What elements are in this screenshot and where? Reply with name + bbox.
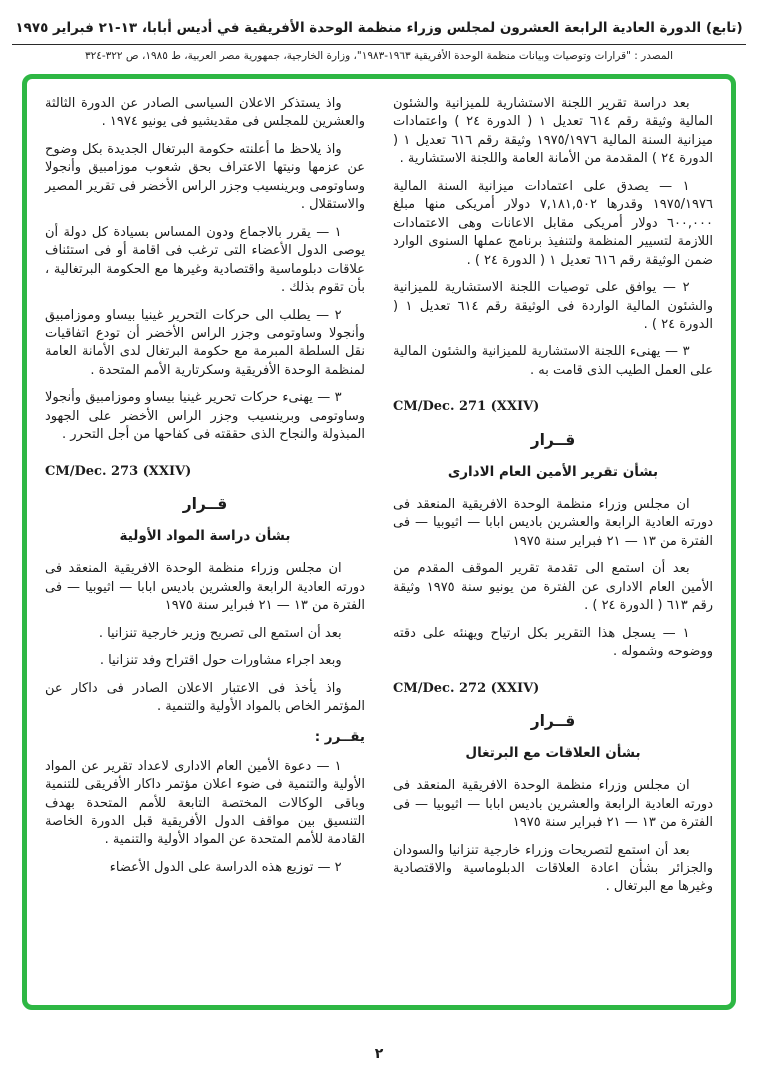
paragraph: بعد أن استمع الى تقدمة تقرير الموقف المقدم من الأمين العام الادارى عن الفترة من يونيو سنة ١٩٧٥ وثيقة رقم ٦١٣ ( الدورة ٢٤ ) . (393, 561, 714, 614)
right-column (393, 95, 713, 995)
paragraph: ٣ — يهنىء حركات تحرير غينيا بيساو وموزامبيق وأنجولا وساوتومى وبرينسيب وجزر الراس الأخضر على الجهود المبذولة والنجاح الذى حققته فى كفاحها من أجل التحرر . (45, 390, 365, 443)
document-code: CM/Dec. 272 (XXIV) (393, 680, 540, 696)
page-header (10, 12, 748, 62)
paragraph: ١ — يسجل هذا التقرير بكل ارتياح ويهنئه على دقته ووضوحه وشموله . (393, 625, 713, 660)
paragraph: ٢ — توزيع هذه الدراسة على الدول الأعضاء (109, 859, 342, 875)
decides-label: يقــرر : (314, 729, 365, 746)
paragraph: ٢ — يطلب الى حركات التحرير غينيا بيساو وموزامبيق وأنجولا وساوتومى وجزر الراس الأخضر أن تودع اتفاقيات نقل السلطة المبرمة مع حكومة البرتغال لدى الأمانة العامة لمنظمة الوحدة الأفريقية وسكرتارية الأمم المتحدة . (45, 307, 365, 378)
paragraph: بعد أن استمع الى تصريح وزير خارجية تنزانيا . (98, 625, 342, 641)
paragraph: واذ يلاحظ ما أعلنته حكومة البرتغال الجديدة بكل وضوح عن عزمها ونيتها الاعتراف بحق شعوب موزامبيق وأنجولا وساوتومى وبرينسيب وجزر الراس الأخضر فى تقرير المصير والاستقلال . (45, 141, 365, 213)
content-frame (22, 74, 736, 1010)
paragraph: واذ يأخذ فى الاعتبار الاعلان الصادر فى داكار عن المؤتمر الخاص بالمواد الأولية والتنمية . (45, 680, 365, 715)
paragraph: ١ — يقرر بالاجماع ودون المساس بسيادة كل دولة أن يوصى الدول الأعضاء التى ترغب فى اقامة أو فى استئناف علاقات دبلوماسية واقتصادية وغيرها مع الحكومة البرتغالية ، بأن تقوم بذلك . (45, 224, 365, 296)
paragraph: واذ يستذكر الاعلان السياسى الصادر عن الدورة الثالثة والعشرين للمجلس فى مقديشيو فى يونيو ١٩٧٤ . (45, 96, 365, 130)
paragraph: ان مجلس وزراء منظمة الوحدة الافريقية المنعقد فى دورته العادية الرابعة والعشرين باديس ابابا — اثيوبيا — فى الفترة من ١٣ — ٢١ فبراير سنة ١٩٧٥ (393, 778, 713, 831)
left-column (45, 95, 365, 995)
resolution-subject: بشأن دراسة المواد الأولية (119, 528, 291, 545)
resolution-subject: بشأن العلاقات مع البرتغال (465, 745, 641, 762)
resolution-subject: بشأن تقرير الأمين العام الادارى (447, 463, 659, 480)
resolution-heading: قــرار (182, 495, 228, 514)
paragraph: ان مجلس وزراء منظمة الوحدة الافريقية المنعقد فى دورته العادية الرابعة والعشرين باديس ابابا — اثيوبيا — فى الفترة من ١٣ — ٢١ فبراير سنة ١٩٧٥ (45, 561, 365, 614)
paragraph: بعد دراسة تقرير اللجنة الاستشارية للميزانية والشئون المالية وثيقة رقم ٦١٤ تعديل ١ ( الدورة ٢٤ ) واعتمادات ميزانية السنة المالية ١٩٧٥/١٩٧٦ وثيقة رقم ٦١٦ تعديل ١ ( الدورة ٢٤ ) المقدمة من الأمانة العامة واللجنة الاستشارية . (393, 96, 713, 167)
resolution-heading: قــرار (530, 430, 576, 449)
paragraph: ١ — يصدق على اعتمادات ميزانية السنة المالية ١٩٧٥/١٩٧٦ وقدرها ٧,١٨١,٥٠٢ دولار أمريكى منها مبلغ ٦٠٠,٠٠٠ دولار أمريكى مقابل الاعانات وهى الاعتمادات اللازمة لتسيير المنظمة ولتنفيذ برنامج عملها السنوى الوارد ضمن الوثيقة رقم ٦١٦ تعديل ١ ( الدورة ٢٤ ) . (393, 178, 713, 268)
document-title: (تابع) الدورة العادية الرابعة العشرون لمجلس وزراء منظمة الوحدة الأفريقية في أديس أبابا، ١٣-٢١ فبراير ١٩٧٥ (15, 20, 743, 36)
paragraph: ان مجلس وزراء منظمة الوحدة الافريقية المنعقد فى دورته العادية الرابعة والعشرين باديس ابابا — اثيوبيا — فى الفترة من ١٣ — ٢١ فبراير سنة ١٩٧٥ (393, 496, 713, 549)
paragraph: وبعد اجراء مشاورات حول اقتراح وفد تنزانيا . (99, 653, 342, 669)
resolution-heading: قــرار (530, 712, 576, 731)
paragraph: ٢ — يوافق على توصيات اللجنة الاستشارية للميزانية والشئون المالية الواردة فى الوثيقة رقم ٦١٤ تعديل ١ ( الدورة ٢٤ ) . (393, 280, 713, 332)
paragraph: ٣ — يهنىء اللجنة الاستشارية للميزانية والشئون المالية على العمل الطيب الذى قامت به . (393, 344, 713, 378)
paragraph: ١ — دعوة الأمين العام الادارى لاعداد تقرير عن المواد الأولية والتنمية فى ضوء اعلان مؤتمر داكار الأفريقى للتنمية وباقى الوكالات المختصة التابعة للأمم المتحدة بهدف التنسيق بين مواقف الدول الأفريقية قبل الدورة الخاصة القادمة للأمم المتحدة عن المواد الأولية والتنمية . (45, 758, 365, 848)
page-number: ٢ (374, 1046, 384, 1062)
header-divider (12, 44, 746, 45)
two-column-layout (45, 95, 713, 995)
document-code: CM/Dec. 271 (XXIV) (393, 399, 540, 415)
paragraph: بعد أن استمع لتصريحات وزراء خارجية تنزانيا والسودان والجزائر بشأن اعادة العلاقات الدبلوماسية والاقتصادية وغيرها مع البرتغال . (393, 842, 713, 895)
document-code: CM/Dec. 273 (XXIV) (45, 463, 192, 479)
source-line: المصدر : "قرارات وتوصيات وبيانات منظمة الوحدة الأفريقية ١٩٦٣-١٩٨٣"، وزارة الخارجية، جمهورية مصر العربية، ط ١٩٨٥، ص ٣٢٢-٣٢٤ (84, 50, 674, 62)
